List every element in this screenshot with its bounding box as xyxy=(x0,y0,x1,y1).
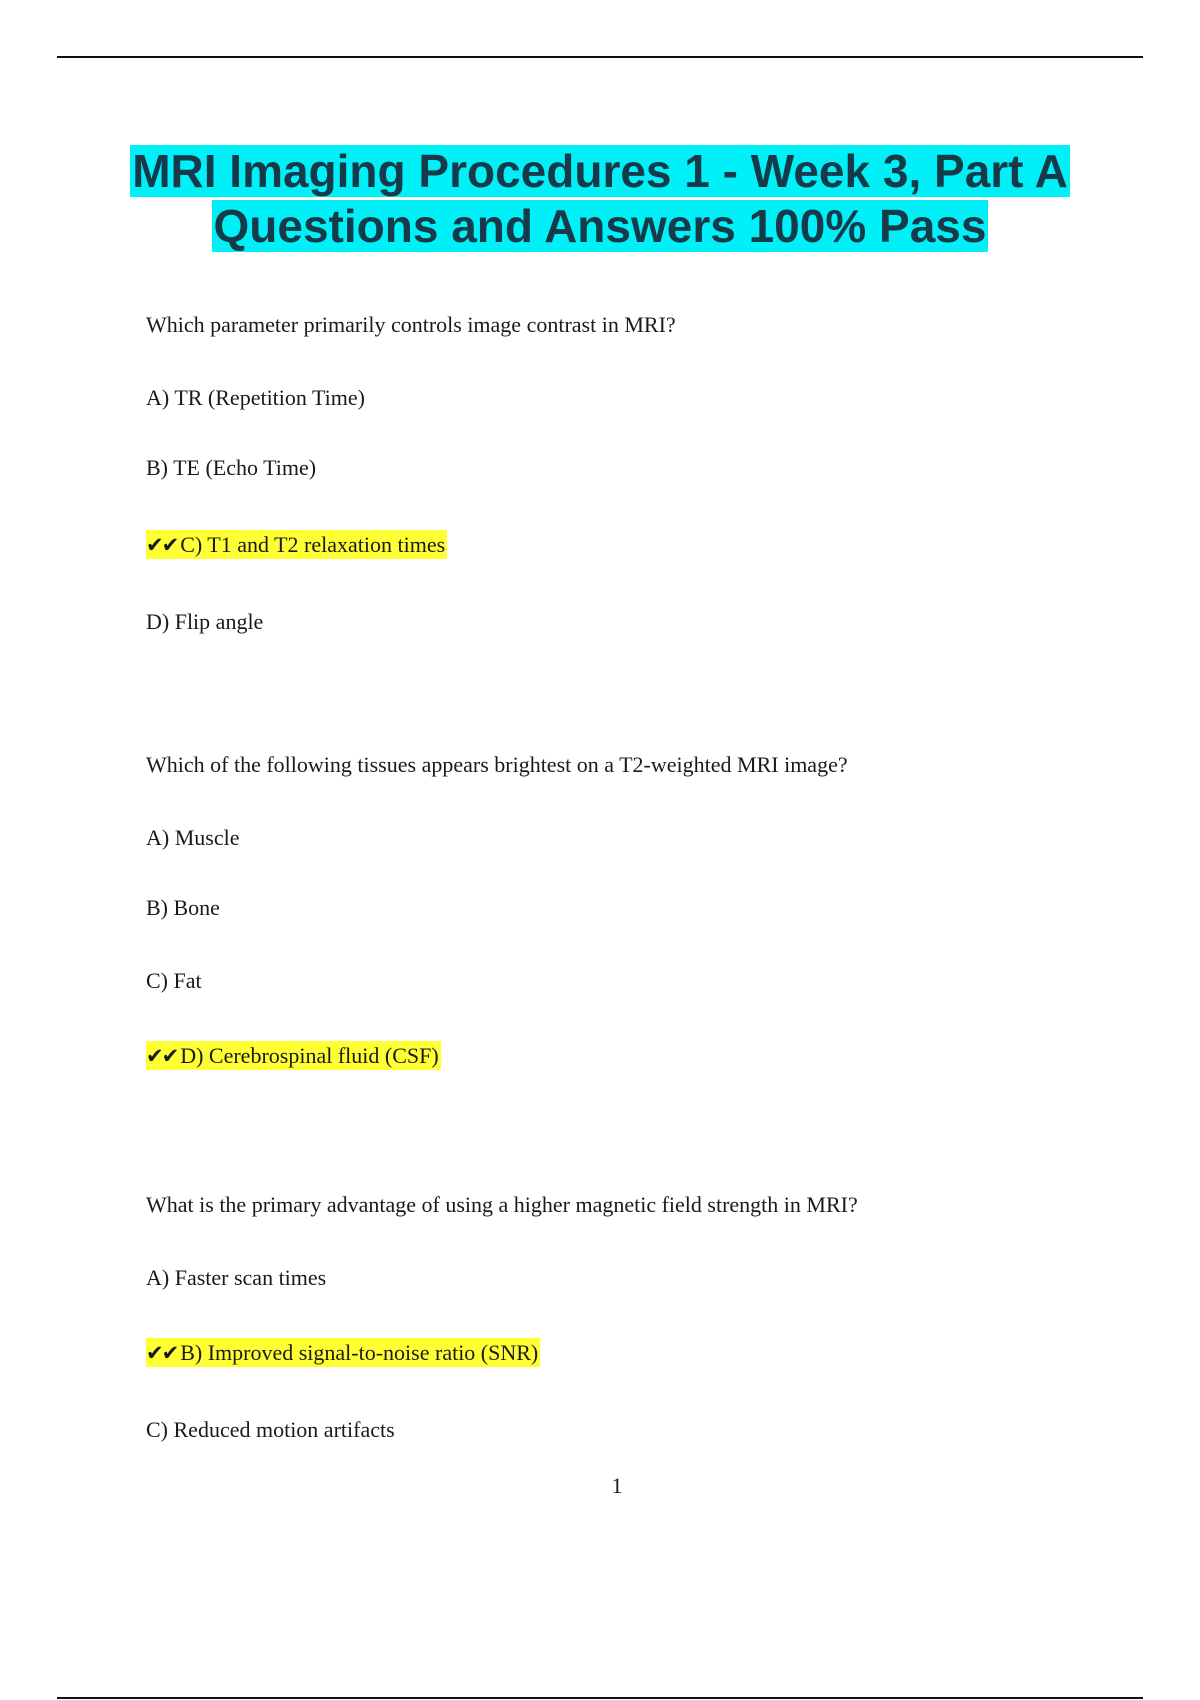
correct-answer-highlight xyxy=(146,1338,540,1367)
question-1-option-c-correct xyxy=(146,531,447,559)
question-1-option-b: B) TE (Echo Time) xyxy=(146,455,317,480)
question-3-option-b-correct xyxy=(146,1339,540,1367)
document-title: MRI Imaging Procedures 1 - Week 3, Part A Questions and Answers 100% Pass xyxy=(132,145,1068,252)
question-2-text: Which of the following tissues appears brightest on a T2-weighted MRI image? xyxy=(146,752,848,777)
top-rule xyxy=(57,56,1143,58)
bottom-rule xyxy=(57,1697,1143,1699)
correct-answer-text: C) T1 and T2 relaxation times xyxy=(180,532,446,557)
question-2-option-d-correct xyxy=(146,1042,441,1070)
question-1-text: Which parameter primarily controls image contrast in MRI? xyxy=(146,312,676,337)
correct-answer-highlight xyxy=(146,1041,441,1070)
page-number: 1 xyxy=(611,1473,623,1498)
correct-answer-text: D) Cerebrospinal fluid (CSF) xyxy=(180,1043,439,1068)
check-mark-icon: ✔✔ xyxy=(146,1341,178,1365)
question-3-option-c: C) Reduced motion artifacts xyxy=(146,1417,395,1442)
correct-answer-highlight xyxy=(146,530,447,559)
title-block xyxy=(100,144,1100,254)
check-mark-icon: ✔✔ xyxy=(146,1044,178,1068)
correct-answer-text: B) Improved signal-to-noise ratio (SNR) xyxy=(180,1340,539,1365)
question-3-option-a: A) Faster scan times xyxy=(146,1265,327,1290)
question-2-option-c: C) Fat xyxy=(146,968,202,993)
question-2-option-a: A) Muscle xyxy=(146,825,240,850)
question-3-text: What is the primary advantage of using a higher magnetic field strength in MRI? xyxy=(146,1192,858,1217)
check-mark-icon: ✔✔ xyxy=(146,533,178,557)
question-1-option-d: D) Flip angle xyxy=(146,609,264,634)
question-1-option-a: A) TR (Repetition Time) xyxy=(146,385,365,410)
question-2-option-b: B) Bone xyxy=(146,895,220,920)
